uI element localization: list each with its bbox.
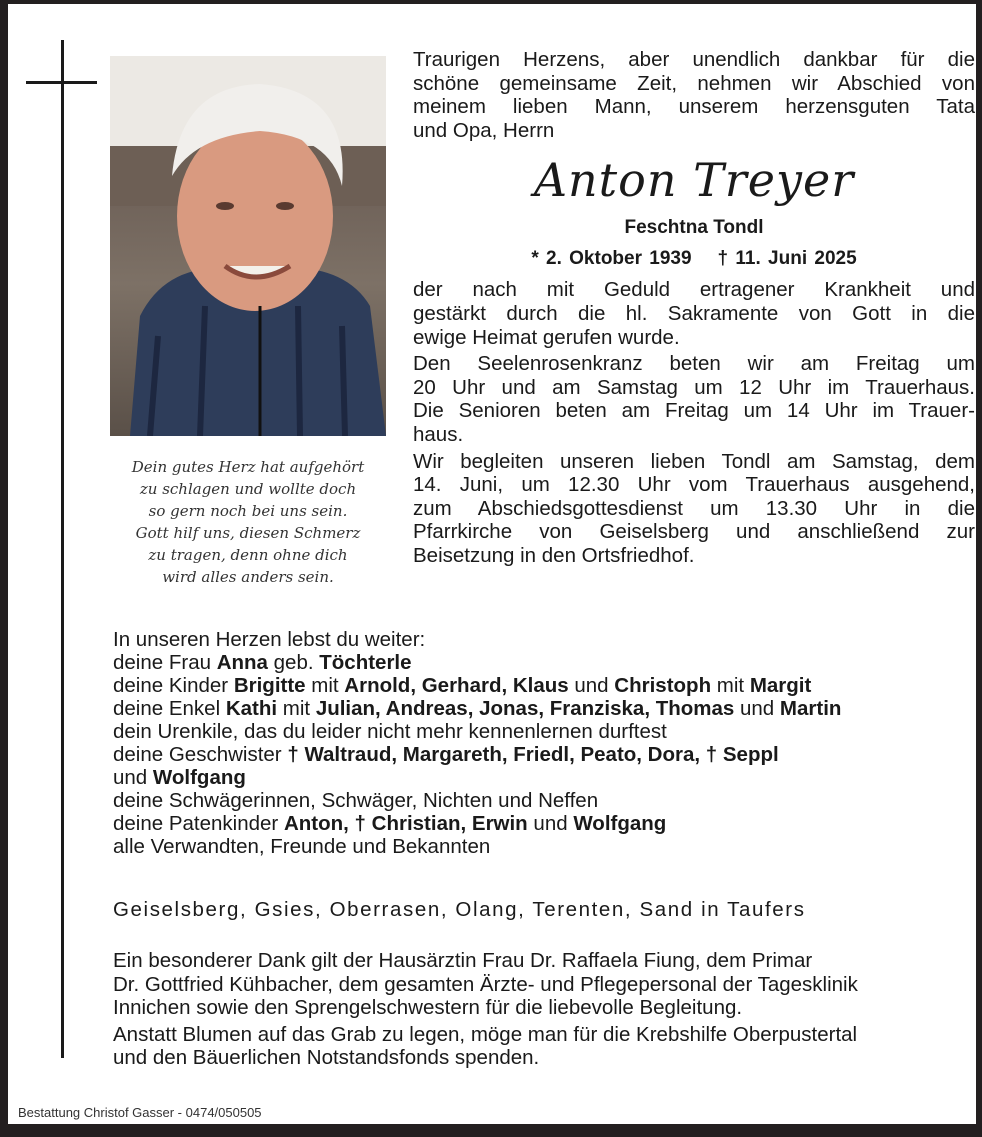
text-segment: dein Urenkile, das du leider nicht mehr kennenlernen durftest — [113, 720, 667, 743]
poem-line: Gott hilf uns, diesen Schmerz — [135, 524, 361, 542]
text-segment: deine Geschwister — [113, 743, 288, 766]
thanks-text — [113, 949, 975, 1070]
name-bold: Christoph — [614, 674, 712, 697]
funeral-home-footer: Bestattung Christof Gasser - 0474/050505 — [18, 1105, 262, 1120]
text-segment: mit — [305, 674, 345, 697]
text-line: Ein besonderer Dank gilt der Hausärztin Frau Dr. Raffaela Fiung, dem Primar — [113, 949, 813, 972]
name-bold: Kathi — [225, 697, 278, 720]
text-line: Den Seelenrosenkranz beten wir am Freitag um — [413, 352, 975, 376]
family-line — [113, 789, 841, 812]
text-line: Traurigen Herzens, aber unendlich dankbar für die — [413, 48, 975, 71]
name-bold: Wolfgang — [573, 812, 667, 835]
paragraph — [113, 949, 975, 1020]
family-line — [113, 697, 841, 720]
name-bold: Töchterle — [319, 651, 412, 674]
intro-text — [413, 48, 975, 142]
death-date: † 11. Juni 2025 — [717, 248, 857, 270]
deceased-name: Anton Treyer — [533, 153, 855, 208]
poem-line: Dein gutes Herz hat aufgehört — [131, 458, 365, 476]
life-dates — [413, 242, 975, 276]
paragraph — [413, 278, 975, 349]
text-segment: mit — [711, 674, 750, 697]
text-segment: alle Verwandten, Freunde und Bekannten — [113, 835, 491, 858]
text-line: gestärkt durch die hl. Sakramente von Gott in die — [413, 301, 975, 325]
family-line — [113, 766, 841, 789]
text-line: ewige Heimat gerufen wurde. — [413, 325, 680, 349]
text-line: 14. Juni, um 12.30 Uhr vom Trauerhaus ausgehend, — [413, 473, 975, 497]
text-line: schöne gemeinsame Zeit, nehmen wir Abschied von — [413, 71, 975, 95]
name-bold: Arnold, Gerhard, Klaus — [344, 674, 569, 697]
text-line: haus. — [413, 422, 464, 446]
text-line: Innichen sowie den Sprengelschwestern für die liebevolle Begleitung. — [113, 996, 743, 1019]
text-segment: mit — [277, 697, 316, 720]
family-list — [113, 628, 841, 858]
text-line: Beisetzung in den Ortsfriedhof. — [413, 543, 695, 567]
text-segment: In unseren Herzen lebst du weiter: — [113, 628, 426, 651]
body-text — [413, 278, 975, 567]
poem-line: zu schlagen und wollte doch — [139, 480, 357, 498]
text-segment: und — [734, 697, 780, 720]
cross-vertical-bar — [61, 40, 64, 1058]
name-bold: Anna — [216, 651, 268, 674]
name-bold: Martin — [779, 697, 842, 720]
obituary-notice — [8, 4, 976, 1124]
paragraph — [413, 450, 975, 568]
family-line — [113, 812, 841, 835]
poem — [100, 456, 396, 588]
name-bold: † Waltraud, Margareth, Friedl, Peato, Dora, † Seppl — [287, 743, 779, 766]
text-line: und den Bäuerlichen Notstandsfonds spenden. — [113, 1046, 540, 1069]
text-line: 20 Uhr und am Samstag um 12 Uhr im Trauerhaus. — [413, 375, 975, 399]
name-bold: Margit — [749, 674, 812, 697]
text-segment: deine Schwägerinnen, Schwäger, Nichten und Neffen — [113, 789, 599, 812]
text-line: Pfarrkirche von Geiselsberg und anschließend zur — [413, 520, 975, 544]
text-segment: deine Patenkinder — [113, 812, 284, 835]
family-line — [113, 720, 841, 743]
places-line: Geiselsberg, Gsies, Oberrasen, Olang, Terenten, Sand in Taufers — [113, 898, 806, 921]
text-segment: und — [113, 766, 153, 789]
text-line: der nach mit Geduld ertragener Krankheit und — [413, 278, 975, 302]
birth-date: * 2. Oktober 1939 — [531, 248, 692, 270]
family-line — [113, 743, 841, 766]
name-bold: Brigitte — [233, 674, 306, 697]
family-line — [113, 835, 841, 858]
text-segment: geb. — [267, 651, 320, 674]
family-line — [113, 651, 841, 674]
text-segment: und — [568, 674, 615, 697]
name-bold: Wolfgang — [152, 766, 246, 789]
cross-horizontal-bar — [26, 81, 97, 84]
portrait-photo — [110, 56, 386, 436]
text-line: Anstatt Blumen auf das Grab zu legen, möge man für die Krebshilfe Oberpustertal — [113, 1022, 858, 1046]
name-bold: Julian, Andreas, Jonas, Franziska, Thomas — [315, 697, 735, 720]
deceased-nickname: Feschtna Tondl — [624, 217, 764, 239]
text-segment: deine Kinder — [113, 674, 234, 697]
text-segment: und — [527, 812, 574, 835]
text-segment: deine Frau — [113, 651, 217, 674]
paragraph — [113, 1023, 975, 1070]
name-bold: Anton, † Christian, Erwin — [283, 812, 528, 835]
text-line: zum Abschiedsgottesdienst um 13.30 Uhr in die — [413, 496, 975, 520]
text-line: und Opa, Herrn — [413, 118, 555, 142]
family-line — [113, 628, 841, 651]
poem-line: so gern noch bei uns sein. — [148, 502, 348, 520]
text-line: meinem lieben Mann, unserem herzensguten Tata — [413, 95, 975, 119]
poem-line: wird alles anders sein. — [162, 568, 334, 586]
text-segment: deine Enkel — [113, 697, 226, 720]
announcement-column — [413, 48, 975, 568]
family-line — [113, 674, 841, 697]
text-line: Die Senioren beten am Freitag um 14 Uhr im Trauer- — [413, 399, 975, 423]
text-line: Dr. Gottfried Kühbacher, dem gesamten Ärzte- und Pflegepersonal der Tagesklinik — [113, 972, 858, 996]
paragraph — [413, 352, 975, 446]
text-line: Wir begleiten unseren lieben Tondl am Samstag, dem — [413, 449, 975, 473]
poem-line: zu tragen, denn ohne dich — [148, 546, 348, 564]
